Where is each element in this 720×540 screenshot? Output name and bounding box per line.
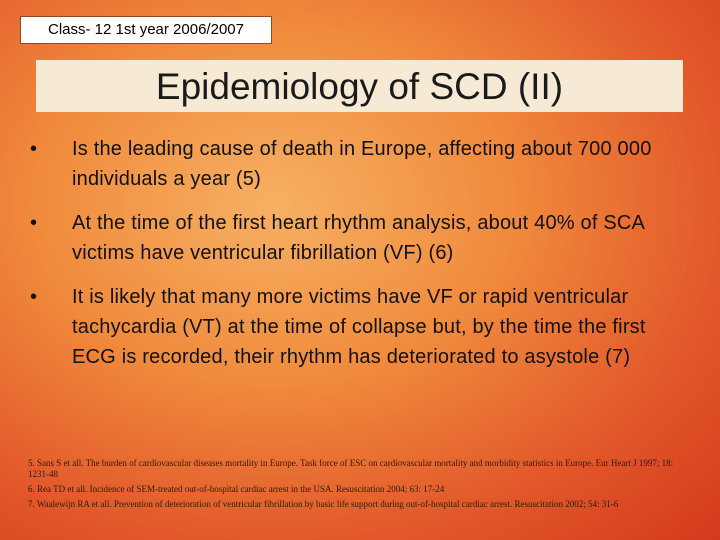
bullet-text: It is likely that many more victims have VF or rapid ventricular tachycardia (VT) at the time of collapse but, by the time the first ECG is recorded, their rhythm has deteriorated to asystole (7) <box>72 286 646 368</box>
bullet-item <box>28 134 688 194</box>
reference-item: 5. Sans S et all. The burden of cardiovascular diseases mortality in Europe. Task force of ESC on cardiovascular mortality and morbidity statistics in Europe. Eur Heart J 1997; 18: 1231-48 <box>28 458 674 479</box>
reference-item: 6. Rea TD et all. Incidence of SEM-treated out-of-hospital cardiac arrest in the USA. Resuscitation 2004; 63: 17-24 <box>28 484 445 494</box>
bullet-item <box>28 282 688 372</box>
class-year-label: Class- 12 1st year 2006/2007 <box>20 16 272 44</box>
reference-item: 7. Waalewijn RA et all. Prevention of deterioration of ventricular fibrillation by basic life support during out-of-hospital cardiac arrest. Resuscitation 2002; 54: 31-6 <box>28 499 619 509</box>
bullet-text: At the time of the first heart rhythm analysis, about 40% of SCA victims have ventricular fibrillation (VF) (6) <box>72 212 644 264</box>
bullet-marker: • <box>30 138 38 160</box>
references <box>28 458 688 514</box>
bullet-item <box>28 208 688 268</box>
bullet-list <box>28 134 688 386</box>
bullet-marker: • <box>30 286 38 308</box>
slide-title: Epidemiology of SCD (II) <box>36 60 683 112</box>
bullet-marker: • <box>30 212 38 234</box>
bullet-text: Is the leading cause of death in Europe, affecting about 700 000 individuals a year (5) <box>72 138 652 190</box>
